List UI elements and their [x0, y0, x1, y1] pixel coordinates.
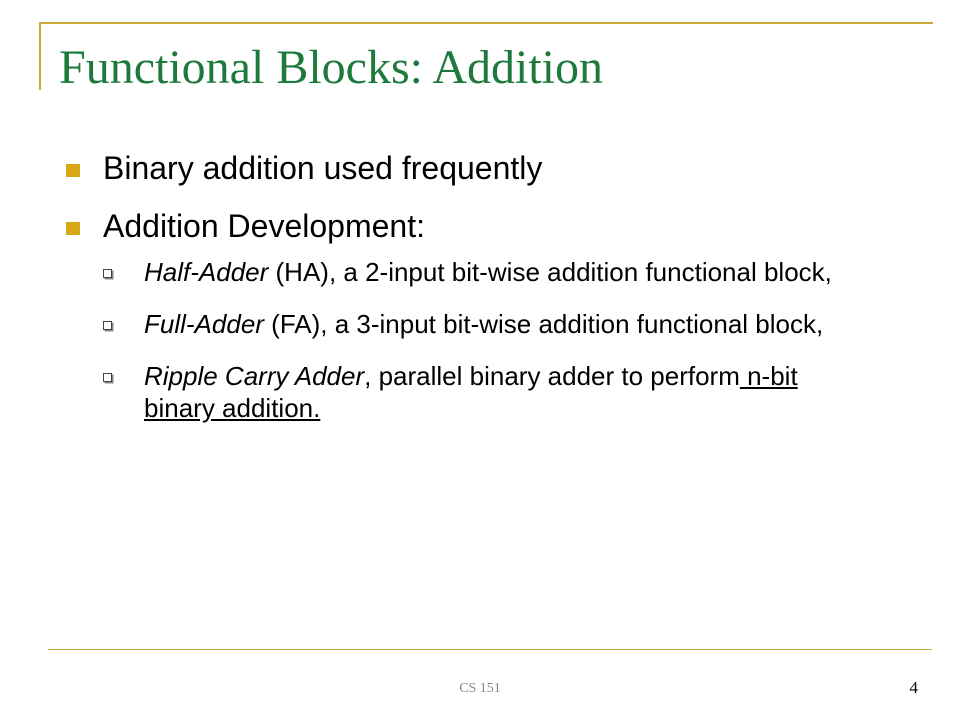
sub-bullet-item [103, 256, 866, 288]
sub-bullet-term: Ripple Carry Adder [144, 361, 365, 391]
sub-bullet-list [103, 256, 866, 424]
footer-divider [48, 649, 932, 650]
hollow-square-bullet-icon [103, 321, 112, 330]
sub-bullet-item [103, 308, 866, 340]
square-bullet-icon [66, 164, 80, 177]
bullet-list [66, 146, 866, 444]
sub-bullet-item [103, 360, 866, 424]
bullet-text: Binary addition used frequently [103, 150, 543, 186]
frame-left-line [39, 22, 41, 90]
bullet-item [66, 146, 866, 190]
bullet-item [66, 204, 866, 424]
slide-title: Functional Blocks: Addition [59, 41, 604, 94]
page-number: 4 [909, 678, 918, 697]
hollow-square-bullet-icon [103, 269, 112, 278]
sub-bullet-text: , parallel binary adder to perform [364, 361, 740, 391]
sub-bullet-text: (HA), a 2-input bit-wise addition functional block, [268, 257, 832, 287]
sub-bullet-term: Half-Adder [144, 257, 269, 287]
frame-top-line [39, 22, 933, 24]
sub-bullet-underlined-text: n-bit binary addition. [144, 361, 798, 423]
square-bullet-icon [66, 222, 80, 235]
footer-course-label: CS 151 [459, 681, 501, 696]
sub-bullet-text: (FA), a 3-input bit-wise addition functional block, [263, 309, 824, 339]
sub-bullet-term: Full-Adder [144, 309, 264, 339]
hollow-square-bullet-icon [103, 373, 112, 382]
bullet-text: Addition Development: [103, 208, 425, 244]
